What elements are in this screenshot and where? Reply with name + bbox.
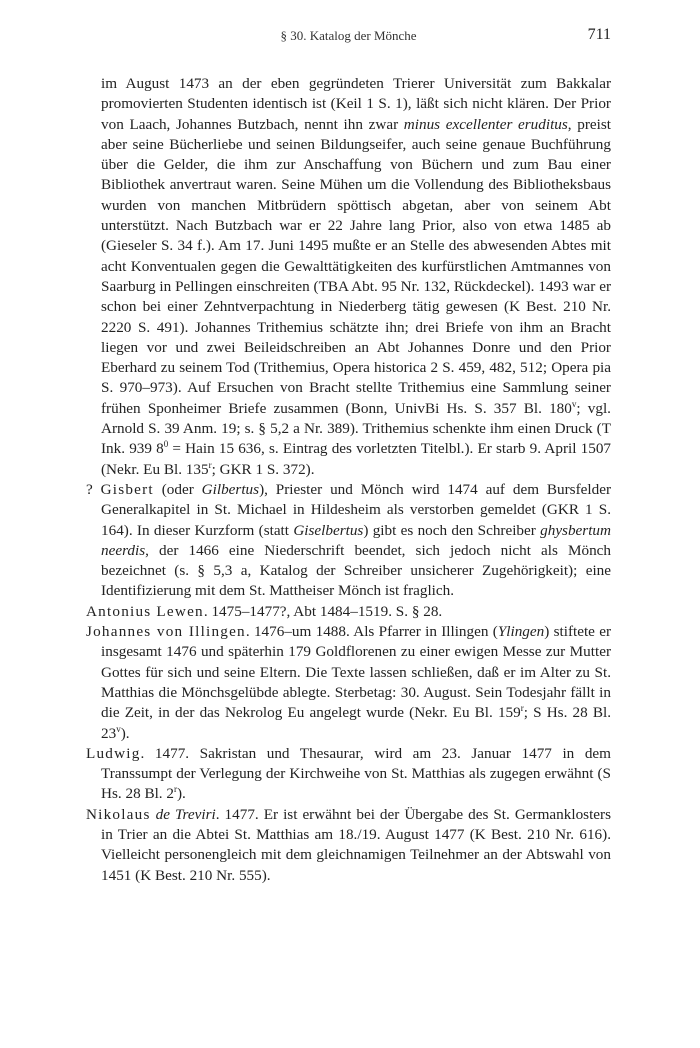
entry-name: Gisbert bbox=[100, 480, 154, 498]
running-head: § 30. Katalog der Mönche bbox=[280, 28, 417, 43]
entry-ludwig: Ludwig. 1477. Sakristan und Thesaurar, wird am 23. Januar 1477 in dem Transsumpt der Verlegung der Kirchweihe von St. Matthias als zugegen erwähnt (S Hs. 28 Bl. 2$^r$). bbox=[86, 744, 611, 803]
page-number: 711 bbox=[587, 26, 611, 43]
entry-name: Ludwig bbox=[86, 744, 141, 762]
body-text bbox=[86, 74, 611, 886]
entry-antonius-lewen: Antonius Lewen. 1475–1477?, Abt 1484–1519. S. § 28. bbox=[86, 602, 443, 620]
page-header bbox=[86, 28, 611, 54]
entry-nikolaus: Nikolaus de Treviri. 1477. Er ist erwähnt bei der Übergabe des St. Germanklosters in Trier an die Abtei St. Matthias am 18./19. August 1477 (K Best. 210 Nr. 616). Vielleicht personengleich mit dem gleichnamigen Teilnehmer an der Abtswahl von 1451 (K Best. 210 Nr. 555). bbox=[86, 805, 612, 884]
entry-name: Antonius Lewen bbox=[86, 602, 204, 620]
continued-paragraph: im August 1473 an der eben gegründeten Trierer Universität zum Bakkalar promovierten Studenten identisch ist (Keil 1 S. 1), läßt sich nicht klären. Der Prior von Laach, Johannes Butzbach, nennt ihn zwar minus excellenter eruditus, preist aber seine Bücherliebe und seinen Bildungseifer, auch seine genaue Buchführung über die Gelder, die ihm zur Anschaffung von Büchern und zum Bau einer Bibliothek anvertraut waren. Seine Mühen um die Vollendung des Bibliotheksbaus wurden von manchen Mitbrüdern spöttisch abgetan, aber von seinem Abt unterstützt. Nach Butzbach war er 22 Jahre lang Prior, also von etwa 1485 ab (Gieseler S. 34 f.). Am 17. Juni 1495 mußte er an Stelle des abwesenden Abtes mit acht Konventualen gegen die Gewalttätigkeiten des kurfürstlichen Amtmannes von Saarburg in Pellingen einschreiten (TBA Abt. 95 Nr. 132, Rückdeckel). 1493 war er schon bei einer Zehntverpachtung in Niederberg tätig gewesen (K Best. 210 Nr. 2220 S. 491). Johannes Trithemius schätzte ihn; drei Briefe von ihm an Bracht liegen vor und zwei Beileidschreiben an Abt Johannes Donre und den Prior Eberhard zu seinem Tod (Trithemius, Opera historica 2 S. 459, 482, 512; Opera pia S. 970–973). Auf Ersuchen von Bracht stellte Trithemius eine Sammlung seiner frühen Sponheimer Briefe zusammen (Bonn, UnivBi Hs. S. 357 Bl. 180$^v$; vgl. Arnold S. 39 Anm. 19; s. § 5,2 a Nr. 389). Trithemius schenkte ihm einen Druck (T Ink. 939 $8^0$ = Hain 15 636, s. Eintrag des vorletzten Titelbl.). Er starb 9. April 1507 (Nekr. Eu Bl. 135$^r$; GKR 1 S. 372). bbox=[101, 75, 612, 478]
entry-johannes-von-illingen: Johannes von Illingen. 1476–um 1488. Als Pfarrer in Illingen (Ylingen) stiftete er insgesamt 1476 und späterhin 179 Goldflorenen zu einer ewigen Messe zur Mutter Gottes für sich und seine Eltern. Die Texte lassen schließen, daß er im Alter zu St. Matthias die Mönchsgelübde ablegte. Sterbetag: 30. August. Sein Todesjahr fällt in die Zeit, in der das Nekrolog Eu angelegt wurde (Nekr. Eu Bl. 159$^r$; S Hs. 28 Bl. 23$^v$). bbox=[86, 623, 612, 742]
entry-name: Johannes von Illingen bbox=[86, 623, 246, 641]
entry-gisbert: ? Gisbert (oder Gilbertus), Priester und Mönch wird 1474 auf dem Bursfelder Generalkapitel in St. Michael in Hildesheim als verstorben gemeldet (GKR 1 S. 164). In dieser Kurzform (statt Giselbertus) gibt es noch den Schreiber ghysbertum neerdis, der 1466 eine Niederschrift beendet, sich jedoch nicht als Mönch bezeichnet (s. § 5,3 a, Katalog der Schreiber unsicherer Zugehörigkeit); eine Identifizierung mit dem St. Mattheiser Mönch ist fraglich. bbox=[86, 480, 611, 600]
entry-name: Nikolaus bbox=[86, 805, 151, 823]
